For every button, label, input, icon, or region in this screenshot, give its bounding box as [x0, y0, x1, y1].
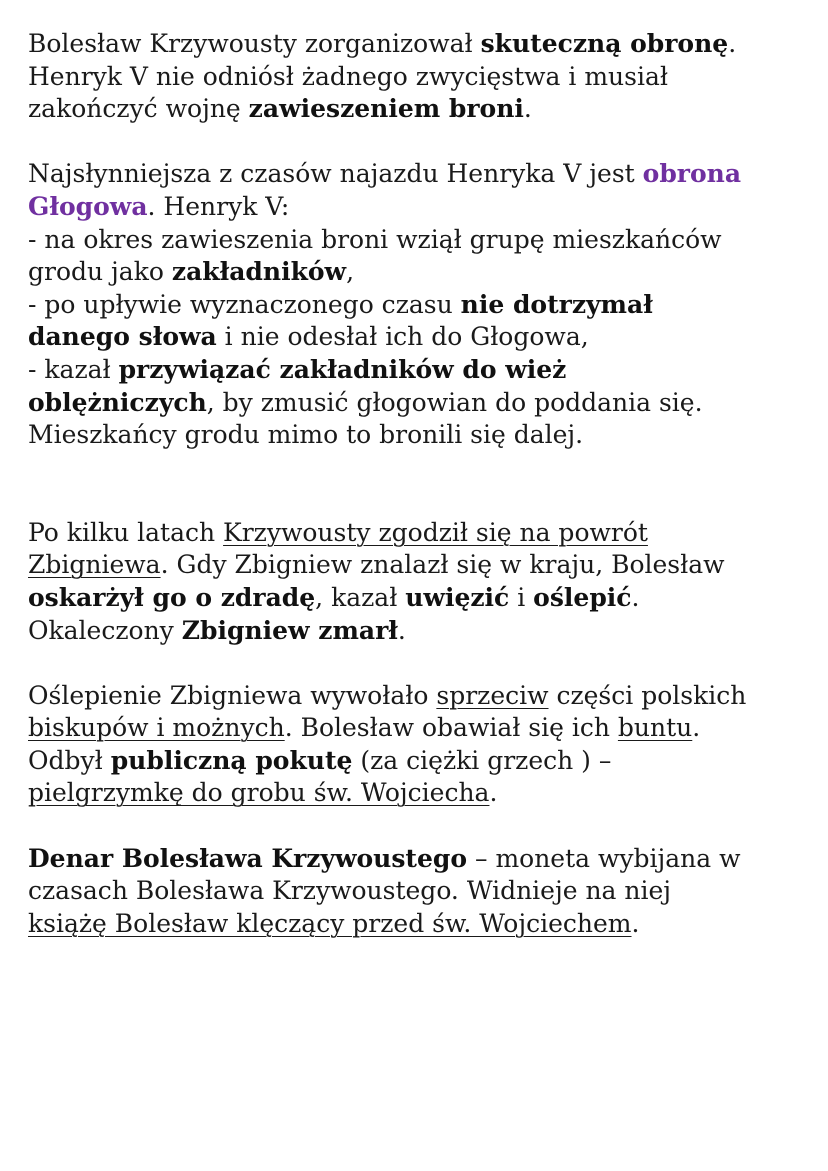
- bold-text: publiczną pokutę: [110, 745, 353, 775]
- text-line: [28, 256, 798, 289]
- text: – moneta wybijana w: [467, 843, 741, 873]
- text: . Bolesław obawiał się ich: [284, 713, 618, 743]
- text: i: [509, 582, 534, 612]
- bold-text: skuteczną obronę: [480, 29, 729, 58]
- bold-text: oblężniczych: [28, 387, 207, 417]
- paragraph-defense: [28, 28, 798, 126]
- underlined-text: Zbigniewa: [28, 550, 161, 580]
- bold-text: przywiązać zakładników do wież: [118, 354, 567, 384]
- paragraph-denar: [28, 843, 798, 941]
- text-line: [28, 777, 798, 810]
- text: ,: [346, 257, 355, 287]
- text-line: Mieszkańcy grodu mimo to bronili się dalej.: [28, 420, 584, 450]
- text: i nie odesłał ich do Głogowa,: [216, 322, 589, 352]
- document-page: [28, 28, 798, 940]
- text-line: [28, 908, 798, 941]
- text-line: [28, 680, 798, 713]
- paragraph-zbigniew: [28, 517, 798, 647]
- bold-text: oskarżył go o zdradę: [28, 582, 316, 612]
- underlined-text: Krzywousty zgodził się na powrót: [223, 517, 648, 547]
- text: - kazał: [28, 354, 119, 384]
- text-line: [28, 289, 798, 322]
- underlined-text: książę Bolesław klęczący przed św. Wojciechem: [28, 908, 632, 938]
- text-line: [28, 387, 798, 420]
- text: .: [489, 778, 498, 808]
- highlight-text: Głogowa: [28, 191, 148, 221]
- text-line: [28, 93, 798, 126]
- text: grodu jako: [28, 257, 172, 287]
- text-line: [28, 549, 798, 582]
- text: Najsłynniejsza z czasów najazdu Henryka V jest: [28, 159, 643, 189]
- text: . Henryk V:: [147, 191, 290, 221]
- underlined-text: sprzeciw: [436, 680, 549, 710]
- text: (za ciężki grzech ) –: [352, 745, 612, 775]
- text: zakończyć wojnę: [28, 94, 249, 124]
- text: Po kilku latach: [28, 517, 224, 547]
- text-line: [28, 843, 798, 876]
- bold-text: uwięzić: [405, 582, 510, 612]
- text-line: Henryk V nie odniósł żadnego zwycięstwa i musiał: [28, 61, 668, 91]
- bold-text: nie dotrzymał: [460, 289, 653, 319]
- text: Oślepienie Zbigniewa wywołało: [28, 680, 437, 710]
- text-line: [28, 191, 798, 224]
- text: , by zmusić głogowian do poddania się.: [206, 387, 703, 417]
- underlined-text: buntu: [617, 713, 693, 743]
- text: .: [692, 713, 701, 743]
- bold-text: zakładników: [171, 257, 347, 287]
- highlight-text: obrona: [642, 159, 742, 189]
- underlined-text: biskupów i możnych: [28, 713, 285, 743]
- text: części polskich: [548, 680, 747, 710]
- bold-text: Denar Bolesława Krzywoustego: [28, 843, 468, 873]
- paragraph-glogow: [28, 158, 798, 451]
- text-line: czasach Bolesława Krzywoustego. Widnieje na niej: [28, 876, 672, 906]
- text: , kazał: [315, 582, 406, 612]
- text: .: [631, 582, 640, 612]
- text-line: [28, 712, 798, 745]
- paragraph-penance: [28, 680, 798, 810]
- text: . Gdy Zbigniew znalazł się w kraju, Bolesław: [160, 550, 725, 580]
- bold-text: oślepić: [533, 582, 632, 612]
- text-line: [28, 28, 798, 61]
- text: .: [631, 908, 640, 938]
- bold-text: Zbigniew zmarł: [181, 615, 398, 645]
- text-line: [28, 158, 798, 191]
- text: .: [397, 615, 406, 645]
- text: Bolesław Krzywousty zorganizował: [28, 29, 481, 58]
- text: Okaleczony: [28, 615, 182, 645]
- text-line: [28, 321, 798, 354]
- text-line: [28, 615, 798, 648]
- text: - po upływie wyznaczonego czasu: [28, 289, 461, 319]
- text-line: - na okres zawieszenia broni wziął grupę mieszkańców: [28, 224, 722, 254]
- text-line: [28, 582, 798, 615]
- text-line: [28, 354, 798, 387]
- underlined-text: pielgrzymkę do grobu św. Wojciecha: [28, 778, 490, 808]
- text: .: [523, 94, 532, 124]
- text-line: [28, 517, 798, 550]
- text: .: [728, 29, 737, 58]
- text: Odbył: [28, 745, 111, 775]
- text-line: [28, 745, 798, 778]
- bold-text: danego słowa: [28, 322, 217, 352]
- bold-text: zawieszeniem broni: [248, 94, 524, 124]
